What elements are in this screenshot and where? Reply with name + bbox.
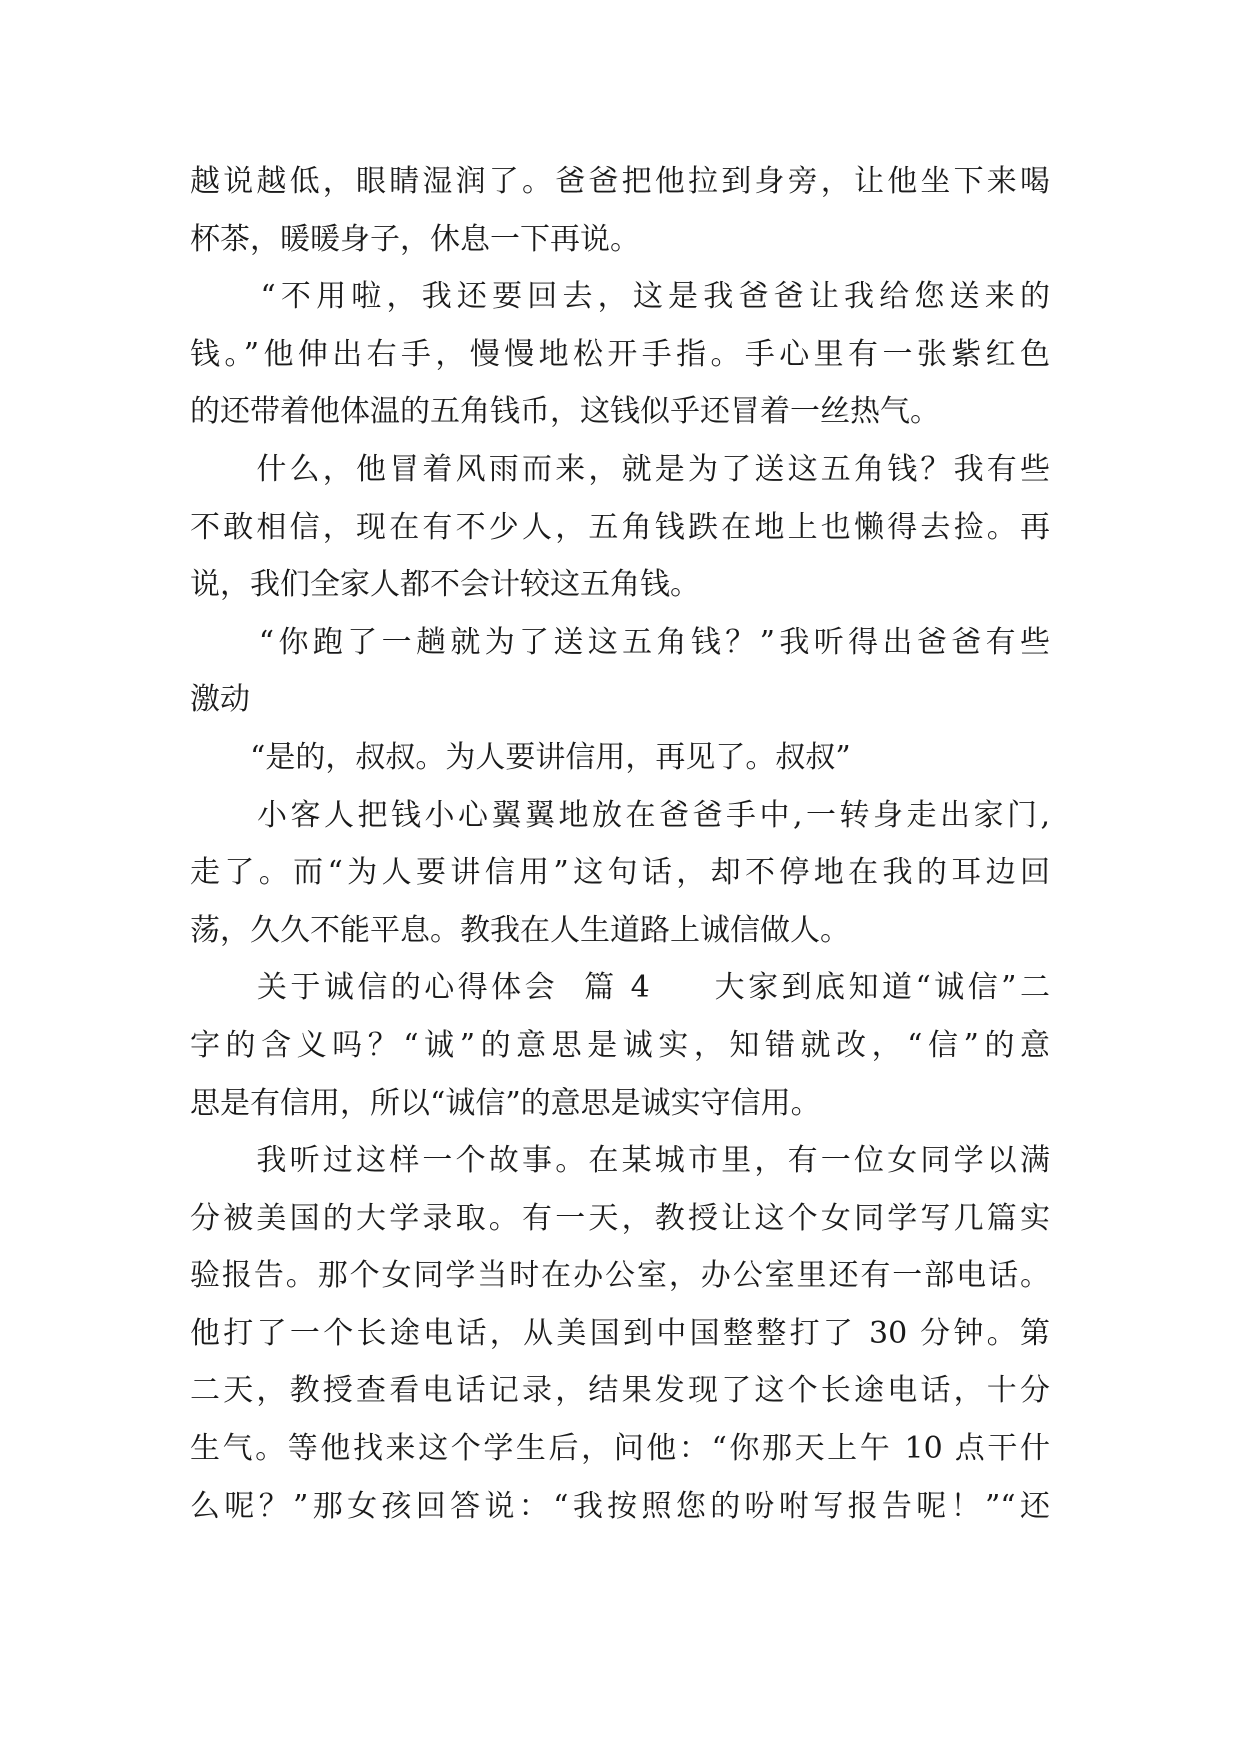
text-line: 他打了一个长途电话，从美国到中国整整打了 30 分钟。第: [190, 1315, 1050, 1351]
text-line: 激动: [190, 682, 250, 718]
body-text: [190, 153, 1050, 1535]
text-line: 小客人把钱小心翼翼地放在爸爸手中,一转身走出家门,: [190, 797, 1050, 833]
text-line: “你跑了一趟就为了送这五角钱？”我听得出爸爸有些: [190, 624, 1050, 660]
text-line: 我听过这样一个故事。在某城市里，有一位女同学以满: [190, 1143, 1050, 1179]
text-line: 说，我们全家人都不会计较这五角钱。: [190, 567, 700, 603]
text-line: 越说越低，眼睛湿润了。爸爸把他拉到身旁，让他坐下来喝: [190, 164, 1050, 199]
text-line: 二天，教授查看电话记录，结果发现了这个长途电话，十分: [190, 1373, 1050, 1409]
text-line: 字的含义吗？“诚”的意思是诚实，知错就改，“信”的意: [190, 1027, 1050, 1063]
text-line: 验报告。那个女同学当时在办公室，办公室里还有一部电话。: [190, 1258, 1050, 1294]
text-line: “不用啦，我还要回去，这是我爸爸让我给您送来的: [190, 279, 1050, 315]
text-line: 不敢相信，现在有不少人，五角钱跌在地上也懒得去捡。再: [190, 509, 1050, 545]
text-line: 什么，他冒着风雨而来，就是为了送这五角钱？我有些: [190, 451, 1050, 487]
text-line: 走了。而“为人要讲信用”这句话，却不停地在我的耳边回: [190, 855, 1050, 891]
text-line: 分被美国的大学录取。有一天，教授让这个女同学写几篇实: [190, 1200, 1050, 1236]
text-line: 思是有信用，所以“诚信”的意思是诚实守信用。: [190, 1085, 821, 1121]
text-line: 荡，久久不能平息。教我在人生道路上诚信做人。: [190, 912, 850, 948]
text-line: “是的，叔叔。为人要讲信用，再见了。叔叔”: [190, 739, 851, 775]
text-line: 杯茶，暖暖身子，休息一下再说。: [190, 221, 640, 257]
text-line: 的还带着他体温的五角钱币，这钱似乎还冒着一丝热气。: [190, 394, 940, 430]
text-line: 么呢？”那女孩回答说：“我按照您的吩咐写报告呢！”“还: [190, 1488, 1050, 1524]
text-line: 生气。等他找来这个学生后，问他：“你那天上午 10 点干什: [190, 1431, 1050, 1467]
text-line: 钱。”他伸出右手，慢慢地松开手指。手心里有一张紫红色: [190, 336, 1050, 372]
text-line: 关于诚信的心得体会 篇 4 大家到底知道“诚信”二: [190, 970, 1050, 1006]
